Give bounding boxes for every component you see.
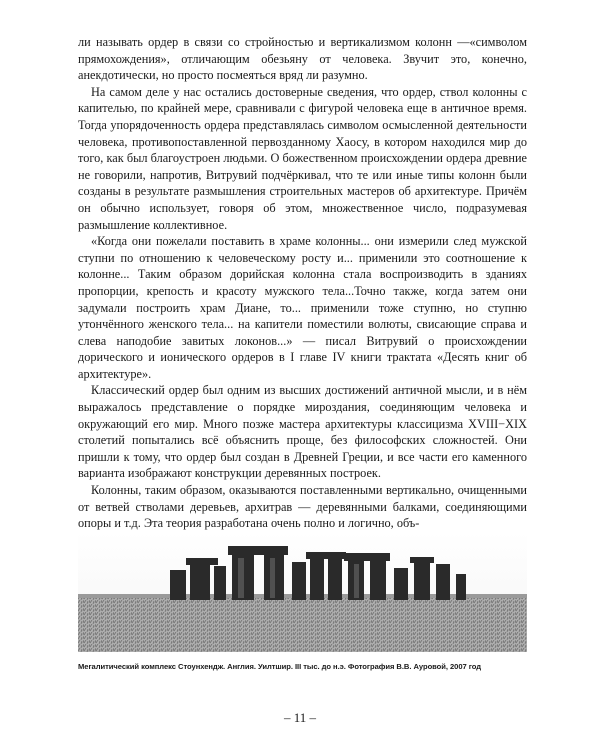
page-number: – 11 – xyxy=(283,710,317,725)
body-text xyxy=(78,34,527,532)
stonehenge-photo xyxy=(78,532,527,652)
paragraph-2: На самом деле у нас остались достоверные сведения, что ордер, ствол колонны с капителью, по крайней мере, сравнивали с фигурой человека еще в античное время. Тогда упорядоченность ордера представлялась символом осмысленной деятельности человека, противопоставленной первозданному Хаосу, в котором находился мир до того, как был благоустроен людьми. О божественном происхождении ордера древние не говорили, напротив, Витрувий подчёркивал, что те или иные типы колонн были созданы в результате размышления строительных мастеров об архитектуре. Причём он обычно использует, говоря об этом, множественное число, подразумевая размышление коллективное. xyxy=(78,84,527,232)
paragraph-1: ли называть ордер в связи со стройностью и вертикализмом колонн —«символом прямохождения», отличающим обезьяну от человека. Звучит это, конечно, анекдотически, но просто посмеяться вряд ли разумно. xyxy=(78,35,527,83)
paragraph-5: Колонны, таким образом, оказываются поставленными вертикально, очищенными от ветвей стволами деревьев, архитрав — деревянными балками, соединяющими опоры и т.д. Эта теория разработана очень полно и логично, объ- xyxy=(78,483,527,531)
photo-caption: Мегалитический комплекс Стоунхендж. Англия. Уилтшир. III тыс. до н.э. Фотография В.В. Ауровой, 2007 год xyxy=(78,662,482,671)
paragraph-4: Классический ордер был одним из высших достижений античной мысли, и в нём выражалось представление о порядке мироздания, соединяющим человека и окружающий его мир. Много позже мастера архитектуры классицизма XVIII−XIX столетий попытались всё объяснить проще, без философских сложностей. Они пришли к тому, что ордер был создан в Древней Греции, и все части его каменного варианта изображают конструкции деревянных построек. xyxy=(78,383,527,481)
paragraph-3-quote: «Когда они пожелали поставить в храме колонны... они измерили след мужской ступни по отношению к человеческому росту и... применили это соотношение к колонне... Таким образом дорийская колонна стала воспроизводить в зданиях пропорции, крепость и красоту мужского тела...Точно также, когда затем они задумали построить храм Диане, то... применили тоже ступню, но ступню утончённого женского тела... на капители поместили волюты, свисающие справа и слева наподобие завитых локонов...» — писал Витрувий о происхождении дорического и ионического ордеров в I главе IV книги трактата «Десять книг об архитектуре». xyxy=(78,234,527,381)
